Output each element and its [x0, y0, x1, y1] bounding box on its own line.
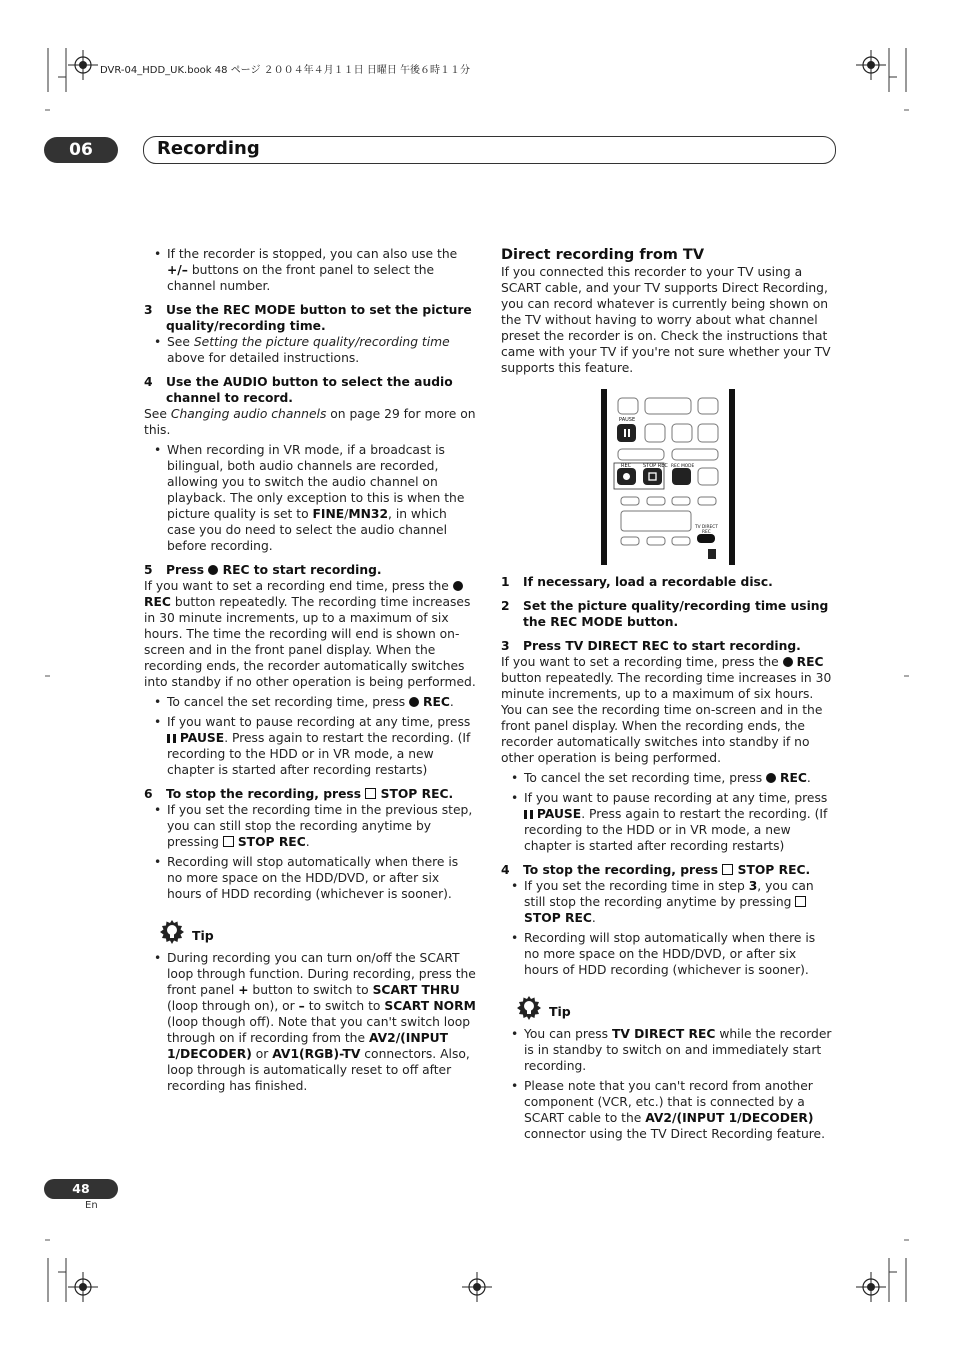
stop-icon: [223, 836, 234, 847]
rec-icon: [208, 565, 218, 575]
list-item: • Recording will stop automatically when there is no more space on the HDD/DVD, or after six hours of HDD recording (whichever is sooner).: [501, 930, 834, 978]
list-item: • If the recorder is stopped, you can also use the +/– buttons on the front panel to select the channel number.: [144, 246, 477, 294]
rec-icon: [783, 657, 793, 667]
pause-icon: [524, 810, 533, 819]
stop-icon: [365, 788, 376, 799]
remote-control-illustration: [601, 389, 735, 565]
crosshair-mark-icon: [68, 1272, 98, 1302]
list-item: • If you set the recording time in the previous step, you can still stop the recording anytime by pressing STOP REC.: [144, 802, 477, 850]
chapter-title: Recording: [157, 138, 260, 159]
list-item: • See Setting the picture quality/recording time above for detailed instructions.: [144, 334, 477, 366]
list-item: • Recording will stop automatically when there is no more space on the HDD/DVD, or after six hours of HDD recording (whichever is sooner).: [144, 854, 477, 902]
tip-label: Tip: [549, 1004, 571, 1019]
crosshair-mark-icon: [856, 1272, 886, 1302]
stop-icon: [722, 864, 733, 875]
step-2-heading: 2 Set the picture quality/recording time using the REC MODE button.: [501, 599, 829, 629]
left-column: [144, 246, 477, 1094]
list-item: • To cancel the set recording time, press REC.: [501, 770, 834, 786]
tip-item: • You can press TV DIRECT REC while the recorder is in standby to switch on and immediately start recording.: [501, 1026, 834, 1074]
right-column-bottom: [501, 574, 834, 1142]
pause-icon: [167, 734, 176, 743]
step-5-text: If you want to set a recording end time, press the REC button repeatedly. The recording time increases in 30 minute increments, up to a maximum of six hours. The time the recording will end is shown on-screen and in the front panel display. When the recording ends, the recorder automatically switches into standby if no other operation is being performed.: [144, 579, 476, 689]
print-header: DVR-04_HDD_UK.book 48 ページ ２００４年４月１１日 日曜日 午後６時１１分: [100, 65, 471, 76]
tip-item: • During recording you can turn on/off the SCART loop through function. During recording, press the front panel + button to switch to SCART THRU (loop through on), or – to switch to SCART NORM (loop though off). Note that you can't switch loop through on if recording from the AV2/(INPUT 1/DECODER) or AV1(RGB)-TV connectors. Also, loop through is automatically reset to off after recording has finished.: [144, 950, 477, 1094]
rec-icon: [453, 581, 463, 591]
page-language: En: [85, 1200, 98, 1211]
remote-label-tv-direct: TV DIRECT: [695, 525, 718, 530]
remote-label-rec: REC: [621, 463, 632, 469]
right-column-top: [501, 246, 834, 376]
crosshair-mark-icon: [462, 1272, 492, 1302]
crosshair-mark-icon: [68, 50, 98, 80]
step-4-heading: 4 To stop the recording, press STOP REC.: [501, 863, 811, 877]
step-4-heading: 4 Use the AUDIO button to select the audio channel to record.: [144, 375, 453, 405]
rec-icon: [409, 697, 419, 707]
section-intro: If you connected this recorder to your TV using a SCART cable, and your TV supports Direct Recording, you can record whatever is currently being shown on the TV without having to worry about what channel preset the recorder is on. Check the instructions that came with your TV if you're not sure whether your TV supports this feature.: [501, 265, 831, 375]
step-1-heading: 1 If necessary, load a recordable disc.: [501, 575, 773, 589]
list-item: • If you want to pause recording at any time, press PAUSE. Press again to restart the recording. (If recording to the HDD or in VR mode, a new chapter is started after recording restarts): [144, 714, 477, 778]
list-item: • When recording in VR mode, if a broadcast is bilingual, both audio channels are recorded, allowing you to switch the audio channel on playback. The only exception to this is when the picture quality is set to FINE/MN32, in which case you do need to select the audio channel before recording.: [144, 442, 477, 554]
step-3-heading: 3 Use the REC MODE button to set the picture quality/recording time.: [144, 303, 472, 333]
remote-label-tv-direct-rec: REC: [702, 530, 711, 535]
step-3-text: If you want to set a recording time, press the REC button repeatedly. The recording time increases in 30 minute increments, up to a maximum of six hours. You can see the recording time on-screen and in the front panel display. When the recording ends, the recorder automatically switches into standby if no other operation is being performed.: [501, 655, 832, 765]
remote-label-stop-rec: STOP REC: [643, 463, 668, 469]
chapter-number: 06: [44, 137, 118, 163]
remote-label-pause: PAUSE: [619, 417, 636, 423]
tip-label: Tip: [192, 928, 214, 943]
step-3-heading: 3 Press TV DIRECT REC to start recording.: [501, 639, 801, 653]
rec-icon: [766, 773, 776, 783]
remote-label-rec-mode: REC MODE: [671, 464, 695, 469]
stop-icon: [795, 896, 806, 907]
page-number: 48: [44, 1179, 118, 1199]
step-6-heading: 6 To stop the recording, press STOP REC.: [144, 787, 454, 801]
tip-header: [515, 994, 834, 1022]
step-5-heading: 5 Press REC to start recording.: [144, 563, 382, 577]
lightbulb-icon: [158, 918, 186, 946]
list-item: • If you set the recording time in step 3, you can still stop the recording anytime by pressing STOP REC.: [501, 878, 834, 926]
lightbulb-icon: [515, 994, 543, 1022]
tip-header: [158, 918, 477, 946]
list-item: • To cancel the set recording time, press REC.: [144, 694, 477, 710]
tip-item: • Please note that you can't record from another component (VCR, etc.) that is connected by a SCART cable to the AV2/(INPUT 1/DECODER) connector using the TV Direct Recording feature.: [501, 1078, 834, 1142]
step-4-text: See Changing audio channels on page 29 for more on this.: [144, 407, 476, 437]
section-heading: Direct recording from TV: [501, 247, 705, 263]
list-item: • If you want to pause recording at any time, press PAUSE. Press again to restart the recording. (If recording to the HDD or in VR mode, a new chapter is started after recording restarts): [501, 790, 834, 854]
crosshair-mark-icon: [856, 50, 886, 80]
